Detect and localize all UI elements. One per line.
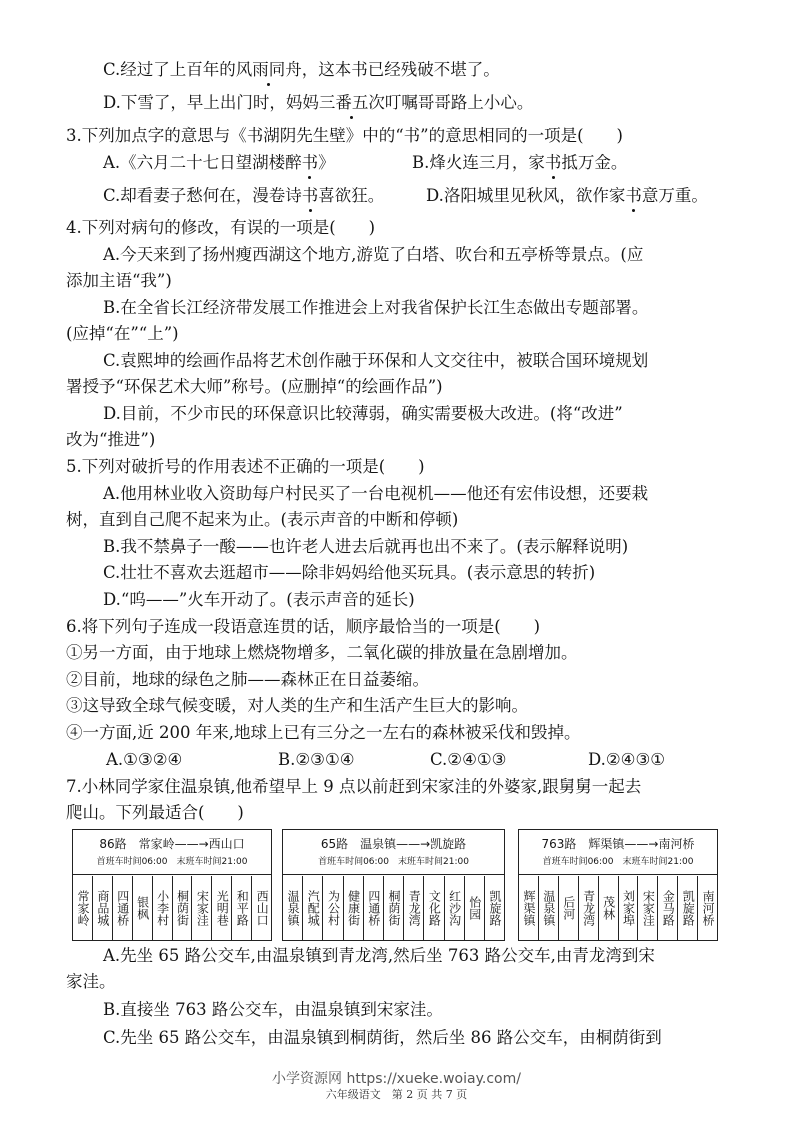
- service-times: 首班车时间06:00 末班车时间21:00: [318, 857, 469, 867]
- q4-option-b-line1: B.在全省长江经济带发展工作推进会上对我省保护长江生态做出专题部署。: [103, 298, 649, 317]
- stop-name: 温泉镇: [286, 890, 301, 926]
- stop: [153, 876, 173, 940]
- stop: [404, 876, 424, 940]
- stop: [344, 876, 364, 940]
- text: A.《六月二十七日望湖楼醉: [103, 153, 302, 172]
- q7-stem-line2: 爬山。下列最适合( ): [66, 803, 244, 822]
- q4-option-a-line1: A.今天来到了扬州瘦西湖这个地方,游览了白塔、吹台和五亭桥等景点。(应: [103, 245, 644, 264]
- stop: [212, 876, 232, 940]
- text: B.烽火连三月，家: [412, 153, 545, 172]
- stop-name: 南河桥: [701, 890, 716, 926]
- board-header: [73, 830, 271, 875]
- q2-option-d: [103, 93, 533, 113]
- stop-name: 四通桥: [366, 890, 381, 926]
- text: C.却看妻子愁何在，漫卷诗: [103, 186, 302, 205]
- stop: [384, 876, 404, 940]
- text: C.经过了上百年的: [103, 60, 236, 79]
- text: ，这本书已经残破不堪了。: [301, 60, 500, 79]
- service-times: 首班车时间06:00 末班车时间21:00: [96, 857, 248, 867]
- text: 》: [318, 153, 335, 172]
- stop: [252, 876, 271, 940]
- q4-option-d-line2: 改为“推进”): [66, 430, 156, 449]
- stop-name: 商品城: [95, 890, 110, 926]
- q5-option-a-line2: 树，直到自己爬不起来为止。(表示声音的中断和停顿): [66, 510, 459, 529]
- stop: [192, 876, 212, 940]
- stop: [232, 876, 252, 940]
- dotted-text: 风雨同舟: [235, 60, 302, 79]
- stop-list: [519, 876, 717, 940]
- q5-option-d: D.“呜——”火车开动了。(表示声音的延长): [103, 590, 415, 609]
- dotted-text: 书: [301, 186, 319, 205]
- stop-name: 怡园: [467, 896, 482, 920]
- stop: [93, 876, 113, 940]
- text: 抵万金。: [561, 153, 628, 172]
- stop-name: 西山口: [255, 890, 270, 926]
- q4-option-c-line2: 署授予“环保艺术大师”称号。(应删掉“的绘画作品”): [66, 377, 443, 396]
- stop-name: 健康街: [346, 890, 361, 926]
- stop-name: 四通桥: [115, 890, 130, 926]
- q7-option-c: C.先坐 65 路公交车，由温泉镇到桐荫街，然后坐 86 路公交车，由桐荫街到: [103, 1028, 662, 1047]
- stop-name: 小李村: [155, 890, 170, 926]
- stop: [133, 876, 153, 940]
- watermark: 小学资源网 https://xueke.woiay.com/: [272, 1071, 521, 1087]
- stop: [283, 876, 303, 940]
- dotted-text: 三番五次: [318, 93, 385, 112]
- stop-name: 桐荫街: [387, 890, 402, 926]
- stop-name: 桐荫街: [175, 890, 190, 926]
- stop: [485, 876, 504, 940]
- q4-option-a-line2: 添加主语“我”): [66, 271, 172, 290]
- board-header: [283, 830, 504, 875]
- stop: [638, 876, 658, 940]
- stop-name: 文化路: [427, 890, 442, 926]
- q6-sentence-3: ③这导致全球气候变暖，对人类的生产和生活产生巨大的影响。: [66, 696, 528, 715]
- stop-name: 青龙湾: [581, 890, 596, 926]
- route-title: 763路 辉渠镇——→南河桥: [541, 837, 695, 851]
- stop-name: 为公村: [326, 890, 341, 926]
- q6-sentence-2: ②目前，地球的绿色之肺——森林正在日益萎缩。: [66, 670, 429, 689]
- text: 叮嘱哥哥路上小心。: [384, 93, 534, 112]
- q2-option-c: [103, 60, 500, 80]
- q6-stem: 6.将下列句子连成一段语意连贯的话，顺序最恰当的一项是( ): [66, 617, 541, 636]
- q6-option-b: B.②③①④: [278, 750, 355, 769]
- q7-option-a-line1: A.先坐 65 路公交车,由温泉镇到青龙湾,然后坐 763 路公交车,由青龙湾到宋: [103, 946, 655, 965]
- stop: [445, 876, 465, 940]
- stop-name: 宋家洼: [195, 890, 210, 926]
- stop: [579, 876, 599, 940]
- text: D.洛阳城里见秋风，欲作家: [426, 186, 626, 205]
- stop: [323, 876, 343, 940]
- stop: [559, 876, 579, 940]
- q4-option-c-line1: C.袁熙坤的绘画作品将艺术创作融于环保和人文交往中，被联合国环境规划: [103, 351, 649, 370]
- bus-board-65: [282, 829, 505, 941]
- stop-name: 凯旋路: [681, 890, 696, 926]
- q5-option-a-line1: A.他用林业收入资助每户村民买了一台电视机——他还有宏伟设想，还要栽: [103, 484, 649, 503]
- q3-option-a: [103, 153, 335, 173]
- stop-name: 红沙沟: [447, 890, 462, 926]
- q7-option-b: B.直接坐 763 路公交车，由温泉镇到宋家洼。: [103, 1000, 443, 1019]
- q6-sentence-4: ④一方面,近 200 年来,地球上已有三分之一左右的森林被采伐和毁掉。: [66, 723, 581, 742]
- q6-sentence-1: ①另一方面，由于地球上燃烧物增多，二氧化碳的排放量在急剧增加。: [66, 643, 578, 662]
- q3-option-d: [426, 186, 708, 206]
- stop: [173, 876, 193, 940]
- stop-name: 后河: [561, 896, 576, 920]
- q5-option-b: B.我不禁鼻子一酸——也许老人进去后就再也出不来了。(表示解释说明): [103, 537, 629, 556]
- stop-name: 和平路: [235, 890, 250, 926]
- stop-name: 温泉镇: [541, 890, 556, 926]
- stop: [424, 876, 444, 940]
- stop-name: 辉渠镇: [521, 890, 536, 926]
- stop: [658, 876, 678, 940]
- stop-name: 光明巷: [215, 890, 230, 926]
- dotted-text: 书: [625, 186, 642, 205]
- stop-name: 刘家埠: [621, 890, 636, 926]
- q5-option-c: C.壮壮不喜欢去逛超市——除非妈妈给他买玩具。(表示意思的转折): [103, 563, 596, 582]
- stop: [113, 876, 133, 940]
- text: 喜欲狂。: [318, 186, 385, 205]
- stop-name: 汽配城: [306, 890, 321, 926]
- stop: [519, 876, 539, 940]
- q4-option-d-line1: D.目前，不少市民的环保意识比较薄弱，确实需要极大改进。(将“改进”: [103, 404, 623, 423]
- stop: [73, 876, 93, 940]
- bus-board-86: [72, 829, 272, 941]
- stop-name: 宋家洼: [641, 890, 656, 926]
- stop-name: 常家岭: [75, 890, 90, 926]
- text: D.下雪了，早上出门时，妈妈: [103, 93, 319, 112]
- stop: [619, 876, 639, 940]
- stop: [599, 876, 619, 940]
- bus-board-763: [518, 829, 718, 941]
- stop-name: 凯旋路: [487, 890, 502, 926]
- stop: [698, 876, 717, 940]
- stop: [539, 876, 559, 940]
- stop-name: 茂林: [601, 896, 616, 920]
- stop-name: 金马路: [661, 890, 676, 926]
- route-title: 86路 常家岭——→西山口: [99, 837, 245, 851]
- stop: [364, 876, 384, 940]
- stop-name: 银枫: [135, 896, 150, 920]
- page-number: 六年级语文 第 2 页 共 7 页: [325, 1088, 468, 1101]
- q7-stem-line1: 7.小林同学家住温泉镇,他希望早上 9 点以前赶到宋家洼的外婆家,跟舅舅一起去: [66, 777, 642, 796]
- q4-option-b-line2: (应掉“在”“上”): [66, 324, 179, 343]
- q6-option-d: D.②④③①: [588, 750, 666, 769]
- text: 意万重。: [641, 186, 708, 205]
- stop: [303, 876, 323, 940]
- stop-list: [73, 876, 271, 940]
- q3-option-c: [103, 186, 384, 206]
- stop: [678, 876, 698, 940]
- board-header: [519, 830, 717, 875]
- dotted-text: 书: [544, 153, 562, 172]
- q6-option-a: A.①③②④: [106, 750, 183, 769]
- stop: [465, 876, 485, 940]
- q3-stem: 3.下列加点字的意思与《书湖阴先生壁》中的“书”的意思相同的一项是( ): [66, 126, 623, 145]
- q3-option-b: [412, 153, 627, 173]
- q4-stem: 4.下列对病句的修改，有误的一项是( ): [66, 218, 376, 237]
- service-times: 首班车时间06:00 末班车时间21:00: [542, 857, 694, 867]
- q7-option-a-line2: 家洼。: [66, 972, 116, 991]
- q5-stem: 5.下列对破折号的作用表述不正确的一项是( ): [66, 457, 425, 476]
- stop-name: 青龙湾: [407, 890, 422, 926]
- dotted-text: 书: [301, 153, 319, 172]
- q6-option-c: C.②④①③: [430, 750, 507, 769]
- route-title: 65路 温泉镇——→凯旋路: [320, 837, 467, 851]
- stop-list: [283, 876, 504, 940]
